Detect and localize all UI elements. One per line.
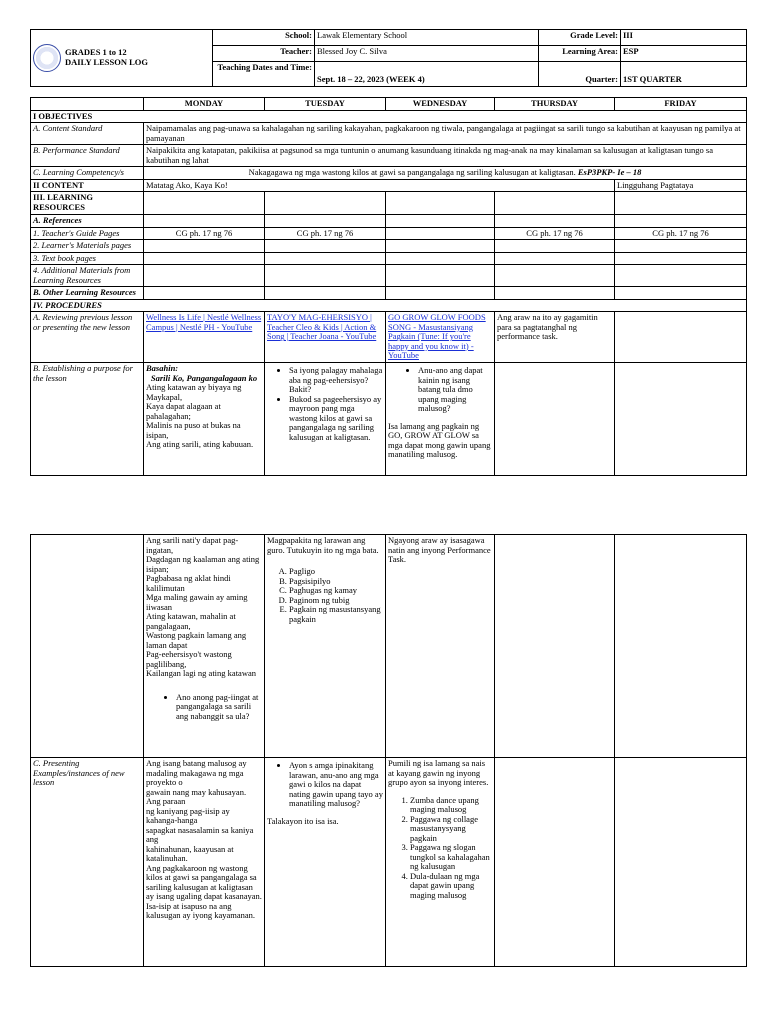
competency-code: EsP3PKP- Ie – 18 bbox=[577, 167, 642, 178]
text-line: Isa-isip at isapuso na ang kalusugan ay iyong kayamanan. bbox=[146, 900, 256, 921]
text-line: sapagkat nasasalamin sa kaniya ang bbox=[146, 824, 254, 845]
list-item: D. Paginom ng tubig bbox=[289, 596, 383, 606]
text-line: sariling kalusugan at kaligtasan ay isang ugaling dapat kasanayan. bbox=[146, 881, 262, 902]
additional-materials-label: 4. Additional Materials from Learning Resources bbox=[31, 265, 144, 287]
performance-standard-text: Naipakikita ang katapatan, pakikiisa at pagsunod sa mga tuntunin o anumang kasunduang itinakda ng mag-anak na may kinalaman sa kalusugan at kaligtasan tungo sa kabutihan ng lahat bbox=[144, 145, 747, 167]
content-standard-text: Naipamamalas ang pag-unawa sa kahalagahan ng sariling kakayahan, pagkakaroon ng tiwala, pangangalaga at pagiingat sa sarili tungo sa kabutihan at kaayusan ng pamilya at pamayanan bbox=[144, 123, 747, 145]
dates-value: Sept. 18 – 22, 2023 (WEEK 4) bbox=[315, 62, 539, 87]
text-line: kahinahunan, kaayusan at katalinuhan. bbox=[146, 843, 234, 864]
text-line: Ang pagkakaroon ng wastong kilos at gawi sa pangangalaga sa bbox=[146, 862, 257, 883]
competency-desc: Nakagagawa ng mga wastong kilos at gawi sa pangangalaga ng sariling kalusugan at kaligtasan. bbox=[248, 167, 576, 178]
school-value: Lawak Elementary School bbox=[315, 30, 539, 46]
list-item: A. Pagligo bbox=[289, 567, 383, 577]
references-label: A. References bbox=[31, 215, 144, 228]
tg-label: 1. Teacher's Guide Pages bbox=[31, 227, 144, 240]
other-resources-label: B. Other Learning Resources bbox=[31, 287, 144, 300]
content-heading: II CONTENT bbox=[31, 179, 144, 192]
poem-line: Ating katawan, mahalin at pangalagaan, bbox=[146, 611, 236, 631]
lm-label: 2. Learner's Materials pages bbox=[31, 240, 144, 253]
procedure-b-wed bbox=[386, 363, 495, 476]
list-item: E. Pagkain ng masustansyang pagkain bbox=[289, 605, 383, 624]
tg-fri: CG ph. 17 ng 76 bbox=[615, 227, 747, 240]
list-item: • Bukod sa pageehersisyo ay mayroon pang mga wastong kilos at gawi sa pangangalaga ng sariling kalusugan at kaligtasan. bbox=[289, 395, 383, 443]
procedure-c-wed-text: Pumili ng isa lamang sa nais at kayang gawin ng inyong grupo ayon sa inyong interes. bbox=[388, 758, 489, 788]
procedure-a-label: A. Reviewing previous lesson or presenting the new lesson bbox=[31, 312, 144, 363]
procedure-b-tue bbox=[265, 363, 386, 476]
procedure-b-wed-text: Isa lamang ang pagkain ng GO, GROW AT GLOW sa mga dapat mong gawin upang manatiling malusog. bbox=[388, 420, 491, 460]
poem-line: Pagbabasa ng aklat hindi kalilimutan bbox=[146, 573, 231, 593]
content-fri: Lingguhang Pagtataya bbox=[615, 179, 747, 192]
quarter-value: 1ST QUARTER bbox=[621, 62, 747, 87]
content-mon-thu: Matatag Ako, Kaya Ko! bbox=[144, 179, 615, 192]
list-item: 3. Paggawa ng slogan tungkol sa kahalagahan ng kalusugan bbox=[410, 843, 492, 872]
form-title-line2: DAILY LESSON LOG bbox=[65, 57, 148, 67]
procedure-b-mon bbox=[144, 363, 265, 476]
poem-line: Kaya dapat alagaan at pahalagahan; bbox=[146, 401, 221, 421]
poem-line: Kailangan lagi ng ating katawan bbox=[146, 668, 256, 679]
day-friday: FRIDAY bbox=[615, 98, 747, 111]
link-go-grow-glow-video[interactable]: GO GROW GLOW FOODS SONG - Masustansiyang Pagkain (Tune: If you're happy and you know it) - YouTube bbox=[388, 312, 486, 361]
header-logo-cell bbox=[31, 30, 213, 87]
page2-mon bbox=[144, 535, 265, 758]
competency-text bbox=[144, 167, 747, 180]
grade-label: Grade Level: bbox=[539, 30, 621, 46]
deped-seal-icon bbox=[33, 44, 61, 72]
dates-label: Teaching Dates and Time: bbox=[213, 62, 315, 87]
list-item: 4. Dula-dulaan ng mga dapat gawin upang maging malusog bbox=[410, 872, 492, 901]
day-thursday: THURSDAY bbox=[495, 98, 615, 111]
tg-thu: CG ph. 17 ng 76 bbox=[495, 227, 615, 240]
procedure-c-label: C. Presenting Examples/instances of new lesson bbox=[31, 758, 144, 967]
poem-line: Ating katawan ay biyaya ng Maykapal, bbox=[146, 382, 242, 402]
link-wellness-video[interactable]: Wellness Is Life | Nestlé Wellness Campus | Nestlé PH - YouTube bbox=[146, 312, 262, 332]
list-item: • Ayon s amga ipinakitang larawan, anu-ano ang mga gawi o kilos na dapat nating gawin upang tayo ay manatiling malusog? bbox=[289, 761, 383, 809]
performance-standard-label: B. Performance Standard bbox=[31, 145, 144, 167]
procedure-a-mon bbox=[144, 312, 265, 363]
page2-tue bbox=[265, 535, 386, 758]
tg-tue: CG ph. 17 ng 76 bbox=[265, 227, 386, 240]
procedure-a-thu: Ang araw na ito ay gagamitin para sa pagtatanghal ng performance task. bbox=[495, 312, 615, 363]
poem-line: Dagdagan ng kaalaman ang ating isipan; bbox=[146, 554, 260, 574]
quarter-label: Quarter: bbox=[539, 62, 621, 87]
procedure-c-tue-text: Talakayon ito isa isa. bbox=[267, 815, 339, 826]
list-item: 1. Zumba dance upang maging malusog bbox=[410, 796, 492, 815]
day-wednesday: WEDNESDAY bbox=[386, 98, 495, 111]
objectives-heading: I OBJECTIVES bbox=[31, 110, 747, 123]
poem-line: Malinis na puso at bukas na isipan, bbox=[146, 420, 241, 440]
form-title-line1: GRADES 1 to 12 bbox=[65, 47, 127, 58]
header-table bbox=[30, 29, 747, 87]
tb-label: 3. Text book pages bbox=[31, 252, 144, 265]
lesson-log-page-1 bbox=[30, 29, 746, 476]
competency-label: C. Learning Competency/s bbox=[31, 167, 144, 180]
list-item: • Ano anong pag-iingat at pangangalaga sa sarili ang nabanggit sa ula? bbox=[176, 693, 262, 722]
procedure-a-tue bbox=[265, 312, 386, 363]
resources-heading: III. LEARNING RESOURCES bbox=[31, 192, 144, 215]
corner-cell bbox=[31, 98, 144, 111]
poem-line: Ang sarili nati'y dapat pag-ingatan, bbox=[146, 535, 239, 555]
poem-line: Wastong pagkain lamang ang laman dapat bbox=[146, 630, 247, 650]
area-label: Learning Area: bbox=[539, 46, 621, 62]
grade-value: III bbox=[621, 30, 747, 46]
page2-tue-text: Magpapakita ng larawan ang guro. Tutukuyin ito ng mga bata. bbox=[267, 535, 379, 555]
tg-mon: CG ph. 17 ng 76 bbox=[144, 227, 265, 240]
list-item: C. Paghugas ng kamay bbox=[289, 586, 383, 596]
lesson-table bbox=[30, 97, 747, 476]
text-line: ng kaniyang pag-iisip ay kahanga-hanga bbox=[146, 805, 230, 826]
school-label: School: bbox=[213, 30, 315, 46]
lesson-table-continued bbox=[30, 534, 747, 967]
teacher-value: Blessed Joy C. Silva bbox=[315, 46, 539, 62]
text-line: Ang isang batang malusog ay madaling makagawa ng mga proyekto o bbox=[146, 758, 247, 788]
day-tuesday: TUESDAY bbox=[265, 98, 386, 111]
page2-wed: Ngayong araw ay isasagawa natin ang inyong Performance Task. bbox=[386, 535, 495, 758]
text-line: Ang paraan bbox=[146, 796, 186, 807]
teacher-label: Teacher: bbox=[213, 46, 315, 62]
procedure-a-wed bbox=[386, 312, 495, 363]
poem-title: Sarili Ko, Pangangalagaan ko bbox=[150, 372, 258, 383]
poem-line: Ang ating sarili, ating kabuuan. bbox=[146, 439, 254, 450]
procedure-c-mon bbox=[144, 758, 265, 967]
procedure-c-wed bbox=[386, 758, 495, 967]
list-item: 2. Paggawa ng collage masustanysyang pagkain bbox=[410, 815, 492, 844]
poem-line: Pag-eehersisyo't wastong paglilibang, bbox=[146, 649, 232, 669]
procedure-c-tue bbox=[265, 758, 386, 967]
poem-heading: Basahin: bbox=[146, 363, 179, 374]
list-item: • Sa iyong palagay mahalaga aba ng pag-eehersisyo? Bakit? bbox=[289, 366, 383, 395]
list-item: • Anu-ano ang dapat kainin ng isang batang tula dmo upang maging malusog? bbox=[418, 366, 492, 414]
link-ehersisyo-video[interactable]: TAYO'Y MAG-EHERSISYO | Teacher Cleo & Kids | Action & Song | Teacher Joana - YouTube bbox=[267, 312, 377, 342]
lesson-log-page-2 bbox=[30, 534, 746, 967]
content-standard-label: A. Content Standard bbox=[31, 123, 144, 145]
text-line: gawain nang may kahusayan. bbox=[146, 786, 247, 797]
poem-line: Mga maling gawain ay aming iiwasan bbox=[146, 592, 248, 612]
list-item: B. Pagsisipilyo bbox=[289, 577, 383, 587]
area-value: ESP bbox=[621, 46, 747, 62]
procedure-b-label: B. Establishing a purpose for the lesson bbox=[31, 363, 144, 476]
day-monday: MONDAY bbox=[144, 98, 265, 111]
procedures-heading: IV. PROCEDURES bbox=[31, 299, 747, 312]
